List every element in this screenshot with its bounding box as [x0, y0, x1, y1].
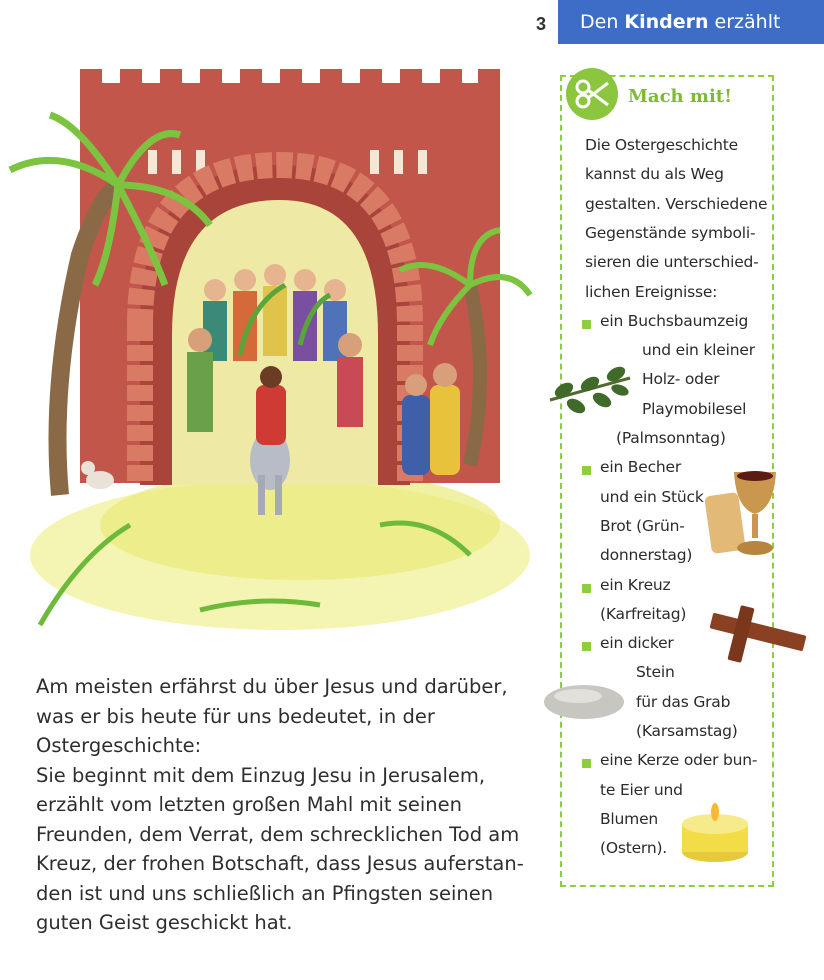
mach-mit-line: Brot (Grün- [600, 516, 685, 535]
body-text-line: den ist und uns schließlich an Pfingsten seinen [36, 881, 494, 905]
mach-mit-line: donnerstag) [600, 546, 693, 565]
header-title-pre: Den [580, 11, 619, 33]
body-text-line: guten Geist geschickt hat. [36, 911, 293, 934]
candle-icon [680, 800, 750, 864]
boxwood-twig-icon [546, 360, 634, 424]
mach-mit-line: Holz- oder [642, 370, 720, 389]
mach-mit-line: Die Ostergeschichte [585, 136, 738, 154]
mach-mit-line: kannst du als Weg [585, 165, 724, 184]
mach-mit-line: (Karfreitag) [600, 604, 687, 623]
header-title-bold: Kindern [624, 11, 709, 33]
list-bullet [582, 466, 591, 475]
page-number: 3 [536, 14, 547, 34]
mach-mit-line: ein Becher [600, 458, 682, 477]
mach-mit-line: gestalten. Verschiedene [585, 194, 768, 213]
mach-mit-line: sieren die unterschied- [585, 253, 759, 272]
body-text-line: Am meisten erfährst du über Jesus und darüber, [36, 675, 508, 698]
palm-sunday-illustration [0, 55, 540, 655]
mach-mit-line: Stein [636, 663, 675, 682]
list-bullet [582, 584, 591, 593]
mach-mit-line: ein dicker [600, 634, 674, 653]
stone-icon [542, 680, 626, 722]
body-text-line: Freunden, dem Verrat, dem schrecklichen Tod am [36, 822, 520, 846]
body-text-line: Sie beginnt mit dem Einzug Jesu in Jerusalem, [36, 763, 486, 787]
body-text-line: erzählt vom letzten großen Mahl mit seinen [36, 793, 463, 816]
mach-mit-line: Blumen [600, 809, 659, 828]
wooden-cross-icon [706, 604, 808, 664]
mach-mit-line: (Palmsonntag) [616, 429, 726, 447]
header-title-post: erzählt [714, 11, 781, 33]
body-text-line: was er bis heute für uns bedeutet, in der [36, 704, 435, 728]
mach-mit-line: te Eier und [600, 780, 683, 799]
mach-mit-line: für das Grab [636, 692, 731, 711]
mach-mit-line: und ein Stück [600, 487, 704, 506]
mach-mit-line: lichen Ereignisse: [585, 282, 718, 301]
body-text-line: Ostergeschichte: [36, 734, 202, 757]
body-text [36, 672, 536, 938]
mach-mit-line: Gegenstände symboli- [585, 223, 756, 242]
mach-mit-line: (Karsamstag) [636, 722, 738, 740]
list-bullet [582, 642, 591, 651]
scissors-icon [566, 68, 618, 120]
section-header [558, 0, 824, 44]
list-bullet [582, 759, 591, 768]
mach-mit-line: eine Kerze oder bun- [600, 751, 758, 770]
mach-mit-line: und ein kleiner [642, 341, 755, 360]
mach-mit-line: ein Kreuz [600, 575, 671, 594]
body-text-line: Kreuz, der frohen Botschaft, dass Jesus auferstan- [36, 852, 524, 875]
cup-and-bread-icon [704, 468, 782, 560]
mach-mit-line: ein Buchsbaumzeig [600, 311, 749, 330]
mach-mit-line: (Ostern). [600, 839, 668, 858]
mach-mit-title: Mach mit! [628, 86, 733, 107]
mach-mit-line: Playmobilesel [642, 399, 747, 418]
list-bullet [582, 320, 591, 329]
